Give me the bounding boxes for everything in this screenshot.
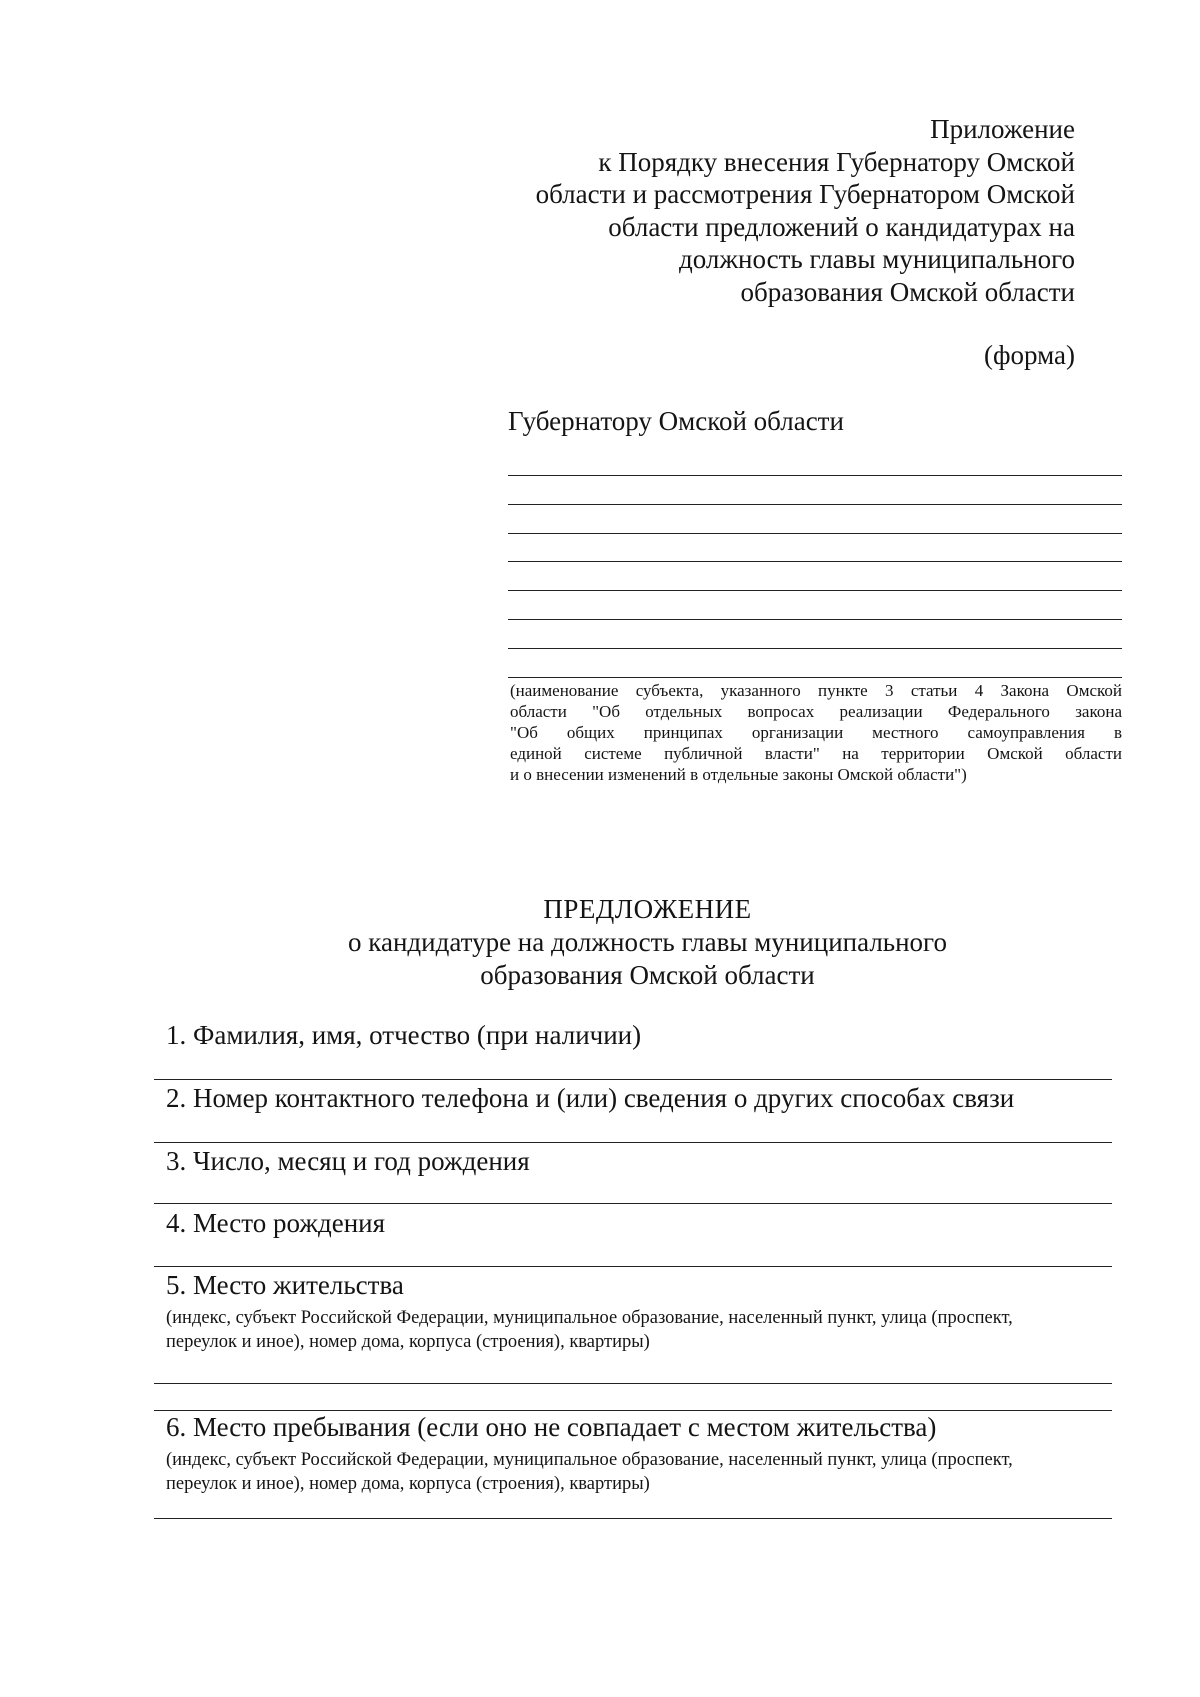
item-residence-field[interactable]	[154, 1410, 1112, 1411]
addressee-fill-line[interactable]	[508, 677, 1122, 678]
appendix-line: должность главы муниципального	[679, 244, 1075, 274]
addressee-fill-line[interactable]	[508, 533, 1122, 534]
subject-note-line: и о внесении изменений в отдельные законы Омской области")	[510, 765, 967, 784]
proposal-heading	[0, 893, 1200, 992]
item-stay-place-note	[166, 1448, 1112, 1496]
proposal-subtitle-line: образования Омской области	[480, 960, 815, 990]
addressee-fill-line[interactable]	[508, 561, 1122, 562]
appendix-line: области предложений о кандидатурах на	[608, 211, 1075, 242]
item-contact-field[interactable]	[154, 1142, 1112, 1143]
subject-note-line: "Об общих принципах организации местного самоуправления в	[510, 723, 1122, 742]
item-birth-date-field[interactable]	[154, 1203, 1112, 1204]
form-label: (форма)	[984, 340, 1075, 370]
item-birth-place-label: 4. Место рождения	[166, 1208, 386, 1238]
item-stay-place-field[interactable]	[154, 1518, 1112, 1519]
appendix-line: к Порядку внесения Губернатору Омской	[598, 146, 1075, 177]
item-full-name-label: 1. Фамилия, имя, отчество (при наличии)	[166, 1020, 642, 1050]
item-residence-field[interactable]	[154, 1383, 1112, 1384]
item-residence-note	[166, 1306, 1112, 1354]
addressee-fill-line[interactable]	[508, 590, 1122, 591]
subject-note-line: единой системе публичной власти" на территории Омской области	[510, 744, 1122, 763]
addressee-fill-line[interactable]	[508, 475, 1122, 476]
proposal-subtitle-line: о кандидатуре на должность главы муниципального	[348, 927, 947, 957]
appendix-line: Приложение	[930, 114, 1075, 144]
subject-note-line: области "Об отдельных вопросах реализации Федерального закона	[510, 702, 1122, 721]
item-residence-note-line: (индекс, субъект Российской Федерации, муниципальное образование, населенный пункт, улица (проспект,	[166, 1308, 1013, 1328]
appendix-line: области и рассмотрения Губернатором Омской	[535, 179, 1075, 209]
addressee-fill-line[interactable]	[508, 648, 1122, 649]
proposal-title: ПРЕДЛОЖЕНИЕ	[543, 894, 752, 924]
item-birth-place-field[interactable]	[154, 1266, 1112, 1267]
addressee-fill-line[interactable]	[508, 619, 1122, 620]
subject-note	[510, 680, 1122, 785]
item-contact-label: 2. Номер контактного телефона и (или) сведения о других способах связи	[166, 1083, 1015, 1113]
appendix-line: образования Омской области	[740, 276, 1075, 307]
item-stay-place-label: 6. Место пребывания (если оно не совпадает с местом жительства)	[166, 1412, 937, 1442]
item-residence-note-line: переулок и иное), номер дома, корпуса (строения), квартиры)	[166, 1332, 650, 1352]
item-full-name-field[interactable]	[154, 1079, 1112, 1080]
item-residence-label: 5. Место жительства	[166, 1270, 404, 1300]
item-stay-place-note-line: (индекс, субъект Российской Федерации, муниципальное образование, населенный пункт, улица (проспект,	[166, 1450, 1013, 1470]
addressee-title: Губернатору Омской области	[508, 406, 844, 436]
item-birth-date-label: 3. Число, месяц и год рождения	[166, 1146, 530, 1176]
appendix-header	[435, 113, 1075, 308]
subject-note-line: (наименование субъекта, указанного пункте 3 статьи 4 Закона Омской	[510, 681, 1122, 700]
addressee-fill-line[interactable]	[508, 504, 1122, 505]
item-stay-place-note-line: переулок и иное), номер дома, корпуса (строения), квартиры)	[166, 1474, 650, 1494]
